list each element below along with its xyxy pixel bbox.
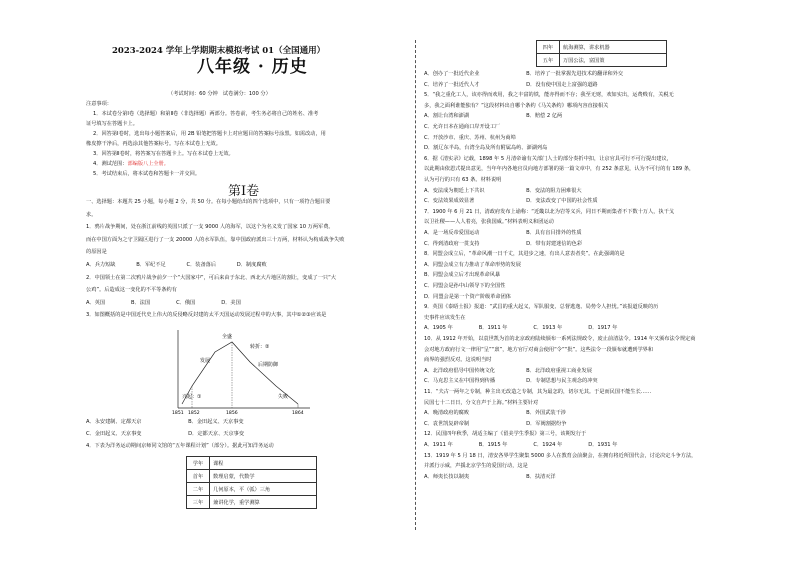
question-line: A．师夷长技以制夷 B．扶清灭洋 [424,473,556,480]
note-line: 证号填写在答题卡上。 [86,121,138,127]
table-cell: 学年 [187,457,210,470]
table-row [187,457,317,470]
label-turn: 转折：② [250,344,270,350]
notes-heading: 注意事项： [86,101,112,107]
question-line: A．1905 年 B．1911 年 C．1913 年 D．1917 年 [424,325,618,332]
question-line: C．允许日本在通商口岸开设工厂 [424,124,501,130]
question-line: 以卫社稷——人人着亮，张我国威。”材料表明义和团运动 [424,219,554,226]
question-line: 10．从 1912 年开始，以袁世凯为首的北京政府陆续颁布一系列法规政令，废止前清法令。1914 年又颁布法令规定商 [424,336,696,342]
question-line: 1．鸦片战争期间，处在浙江前线的英国只派了一支 9000 人的海军，以这个为名义发了国家 10 万两军费。 [86,224,334,231]
table-row [187,483,317,496]
question-line: A．割让台湾和澎湖 B．赔偿 2 亿两 [424,113,563,120]
question-line: 并派行示威，声援北京学生的爱国行动，这是 [424,463,528,470]
question-line: D．同盟会是第一个资产阶级革命团体 [424,293,511,300]
question-line: 的原因是 [86,249,107,256]
label-develop: 发展 [200,358,211,364]
question-line: C．金田起义、天京事变 D．定都天京、天京事变 [86,431,245,438]
question-line: A．兵力短缺 B．军纪不足 C．装备落后 D．制度腐败 [86,262,267,268]
table-cell: 航海测算，讲求机器 [560,41,667,54]
table-cell: 课程 [210,457,317,470]
label-decline: 后期防御 [258,362,279,368]
question-line: 2．中国领土在第二次鸦片战争前夕一个“大国家中”，可后来由于东北、西北大片地区的割让，变成了一只“大 [86,274,336,281]
question-line: A．永安建制、定都天京 B．金田起义、天京事变 [86,419,244,425]
table-cell: 万国公法，富国策 [560,54,667,67]
year-label: 1856 [226,411,238,414]
question-line: C．马克思主义在中国得到传播 D．专制思想与民主观念的冲突 [424,378,598,385]
note-line: 橡皮擦干净后，再选涂其他答案标号。写在本试卷上无效。 [86,141,221,147]
question-line: A．英国 B．法国 C．俄国 D．美国 [86,299,241,306]
question-line: 6．据《清实录》记载，1898 年 5 月清帝谕有关部门人士的部分奏折中扣，让京官具可行不可行提出建议， [424,155,672,162]
question-line: A．创办了一批近代企业 B．培养了一批掌握先进技术的翻译和外交 [424,71,624,77]
exam-meta: （考试时间：60 分钟 试卷满分：100 分） [168,91,271,97]
question-line: 认为可行的只有 63 条。材料说明 [424,177,502,183]
year-label: 1852 [188,411,200,414]
table-row [187,496,317,509]
label-fail: 失败 [278,394,289,400]
column-divider [415,40,416,530]
question-line: A．晚清政府的腐败 B．外国武装干涉 [424,410,566,417]
question-line: 12．民国四年秋季，胡适主编了《留美学生季报》第三号，该期发行于 [424,431,587,438]
question-line: A．同盟会成立有力推动了革命形势的发展 [424,261,521,268]
question-line: 公鸡”。后造成这一变化的不平等条约有 [86,287,177,294]
table-cell: 兼讲化学，重学测算 [210,496,317,509]
question-line: 9．英国《泰晤士报》报道：“武昌的重大起义，军队服变、总督逃逸、局势令人担忧。”该报道反映的历 [424,304,659,311]
question-line: 多，我之面利谁能独有？”这段材料出自哪个条约《马关条约》哪项内容直接相关 [424,102,609,109]
table-cell: 二年 [187,483,210,496]
table-cell: 三年 [187,496,210,509]
note-line: 4．测试范围：部编版八上全册。 [93,161,169,167]
exam-title: 2023-2024 学年上学期期末模拟考试 01（全国通用） [112,46,326,56]
question-line: 求。 [86,211,97,218]
label-peak: 全盛 [222,334,233,340]
question-line: 会对地方政府行文一律用“呈”“禀”，地方官厅对商会使用“令”“批”。这些法令一段颁布就遭到学界和 [424,346,654,353]
note-line: 1．本试卷分第Ⅰ卷（选择题）和第Ⅱ卷（非选择题）两部分。答卷前，考生务必将自己的姓名、准考 [93,111,319,117]
taiping-diagram [170,326,315,414]
question-line: A．1911 年 B．1915 年 C．1924 年 D．1931 年 [424,442,618,448]
question-line: 5．“我之重化工人，该亦得而欢用，我之丰富的铁，能亦得而不存；我至无财，欢如实出，运费贱有，关税无 [424,92,674,99]
note-line: 2．回答第Ⅰ卷时，选出每小题答案后，用 2B 铅笔把答题卡上对应题目的答案标号涂黑。如需改动，用 [93,131,326,137]
year-label: 1851 [172,411,184,414]
question-line: A．变法成为朝廷上下共识 B．变法的阻力困难很大 [424,187,582,194]
table-row [187,470,317,483]
volume-heading: 第Ⅰ卷 [228,184,260,199]
question-line: C．开放沙市、重庆、苏州、杭州为商埠 [424,134,516,141]
question-line: 以此期由依恩式提出意见，当年年内各地官员向地方部署的第一篇文章中，有 252 条意见，认为不可行的有 189 条， [424,166,695,173]
question-line: 13．1919 年 5 月 18 日，清安各界学生聚集 5000 多人在教育会前聚会，在拥有将近所国代会，讨论决定斗争方法， [424,452,697,459]
question-line: C．培养了一批近代人才 D．没有使中国走上富强的道路 [424,81,598,88]
question-line: C．得到清政府一贯支持 D．带有封建迷信的色彩 [424,240,583,247]
table-cell: 几何原本，平（弧）三角 [210,483,317,496]
question-line: 8．同盟会成立后，“革命风潮一日千丈，其进步之速，有出人意表者矣”。在此强调的是 [424,251,625,258]
table-cell: 数理启蒙，代数学 [210,470,317,483]
question-line: 民国七十二日日，分文自声于上海。”材料主要针对 [424,399,539,406]
table-cell: 首年 [187,470,210,483]
question-line: D．割辽东半岛，台湾全岛及所有附属岛屿、澎湖列岛 [424,145,548,152]
question-line: C．袁世凯复辟帝制 D．军阀割据纷争 [424,420,567,427]
question-line: 4．下表为洋务运动期间京师同文馆的“五年课程计划”（部分）。据此可知洋务运动 [86,443,274,450]
question-line: 7．1900 年 6 月 21 日，清政府发布上谕称：“近畿以北为岩等义兵，同日不期而集者不下数十万人，执干戈 [424,208,675,215]
question-line: 史事件应该发生在 [424,314,466,321]
subject-title: 八年级 · 历史 [197,57,308,77]
table-row [537,41,667,54]
question-line: A．是一场反帝爱国运动 B．具有盲目排外的性质 [424,230,582,236]
question-line: B．同盟会成立后才出现革命风暴 [424,272,501,279]
question-line: 11．“夫古一两年之专制，种主出无改造之专制，其为最怎的，切尔无其。于是而民国不能生长…… [424,389,652,395]
question-line: 商界的强烈反对。这说明当时 [424,357,492,364]
question-line: 3．如图概括的是中国近代史上伟大的反侵略反封建的太平天国运动发展过程中的大事，其中①②③应该是 [86,312,327,319]
table-cell: 五年 [537,54,560,67]
curriculum-table-continued [536,40,667,67]
question-line: C．同盟会是孙中山领导下的全国性 [424,283,506,289]
question-line: C．变法效果成效显著 D．变法改变了中国的社会性质 [424,198,598,205]
question-line: 而在中国方面为之守卫隔区进行了一支 20000 人的水军队伍，靠中国政府派出三十万两，材料认为构成战争失败 [86,236,345,243]
question-line: A．北洋政府倡导中国传统文化 B．北洋政府重视工商业发展 [424,367,592,374]
year-label: 1864 [292,411,304,414]
question-line: 一、选择题：本题共 25 小题，每小题 2 分，共 50 分。在每小题给出的四个选项中，只有一项符合题目要 [86,199,331,205]
scope-highlight: 部编版八上全册。 [127,161,169,167]
table-row [537,54,667,67]
note-line: 3．回答第Ⅱ卷时，将答案写在答题卡上。写在本试卷上无效。 [93,151,234,157]
table-cell: 四年 [537,41,560,54]
note-line: 5．考试结束后，将本试卷和答题卡一并交回。 [93,171,201,177]
label-rise: 兴起：① [182,394,202,400]
curriculum-table [186,456,317,509]
